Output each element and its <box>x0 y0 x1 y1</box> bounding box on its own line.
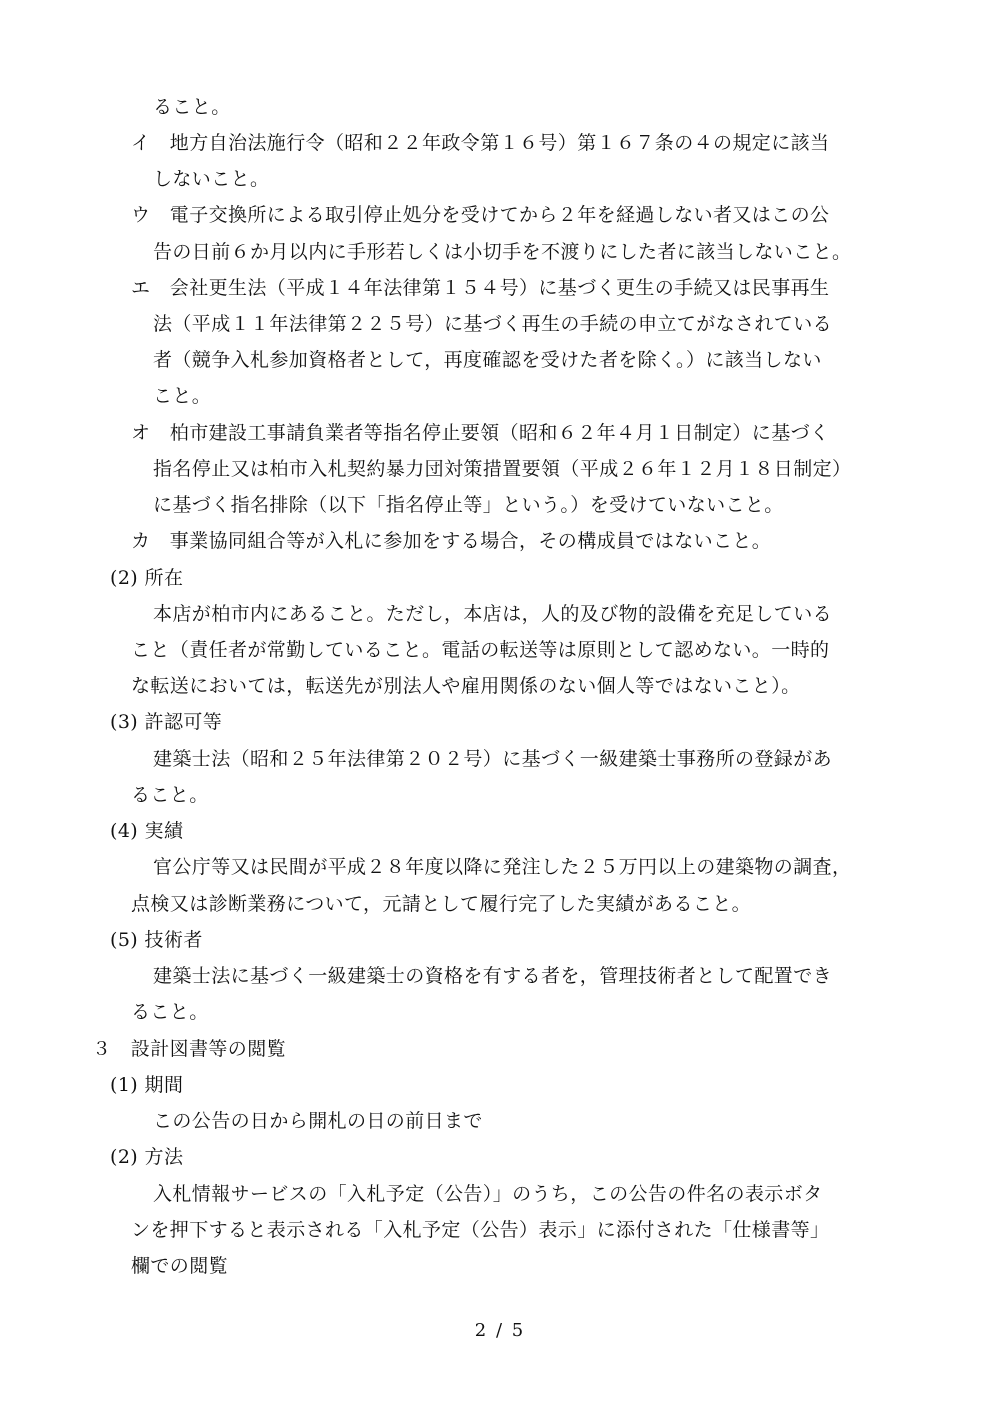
section-heading: (1) 期間 <box>110 1074 184 1096</box>
text-line: イ 地方自治法施行令（昭和２２年政令第１６号）第１６７条の４の規定に該当 <box>131 132 830 154</box>
text-line: 建築士法（昭和２５年法律第２０２号）に基づく一級建築士事務所の登録があ <box>153 748 833 770</box>
text-line: 者（競争入札参加資格者として，再度確認を受けた者を除く。）に該当しない <box>153 349 822 371</box>
text-line: エ 会社更生法（平成１４年法律第１５４号）に基づく更生の手続又は民事再生 <box>131 277 830 299</box>
chapter-heading: ３ 設計図書等の閲覧 <box>92 1038 287 1060</box>
text-line: な転送においては，転送先が別法人や雇用関係のない個人等ではないこと）。 <box>131 675 801 697</box>
section-heading: (5) 技術者 <box>110 929 203 951</box>
text-line: ること。 <box>131 784 209 806</box>
text-line: 指名停止又は柏市入札契約暴力団対策措置要領（平成２６年１２月１８日制定） <box>153 458 852 480</box>
text-line: 建築士法に基づく一級建築士の資格を有する者を，管理技術者として配置でき <box>153 965 833 987</box>
text-line: ウ 電子交換所による取引停止処分を受けてから２年を経過しない者又はこの公 <box>131 204 830 226</box>
text-line: 入札情報サービスの「入札予定（公告）」のうち，この公告の件名の表示ボタ <box>153 1183 823 1205</box>
text-line: 官公庁等又は民間が平成２８年度以降に発注した２５万円以上の建築物の調査， <box>153 856 852 878</box>
text-line: 欄での閲覧 <box>131 1255 229 1277</box>
text-line: こと（責任者が常勤していること。電話の転送等は原則として認めない。一時的 <box>131 639 830 661</box>
text-line: この公告の日から開札の日の前日まで <box>153 1110 483 1132</box>
text-line: 告の日前６か月以内に手形若しくは小切手を不渡りにした者に該当しないこと。 <box>153 241 852 263</box>
text-line: に基づく指名排除（以下「指名停止等」という。）を受けていないこと。 <box>153 494 784 516</box>
section-heading: (4) 実績 <box>110 820 184 842</box>
text-line: 点検又は診断業務について，元請として履行完了した実績があること。 <box>131 893 752 915</box>
text-line: オ 柏市建設工事請負業者等指名停止要領（昭和６２年４月１日制定）に基づく <box>131 422 830 444</box>
section-heading: (2) 方法 <box>110 1146 184 1168</box>
text-line: こと。 <box>153 385 212 407</box>
text-line: ること。 <box>131 1001 209 1023</box>
text-line: ること。 <box>153 96 231 118</box>
page-number: 2 / 5 <box>474 1320 526 1341</box>
text-line: カ 事業協同組合等が入札に参加をする場合，その構成員ではないこと。 <box>131 530 772 552</box>
text-line: しないこと。 <box>153 168 270 190</box>
text-line: 法（平成１１年法律第２２５号）に基づく再生の手続の申立てがなされている <box>153 313 833 335</box>
section-heading: (2) 所在 <box>110 567 184 589</box>
text-line: ンを押下すると表示される「入札予定（公告）表示」に添付された「仕様書等」 <box>131 1219 830 1241</box>
section-heading: (3) 許認可等 <box>110 711 223 733</box>
text-line: 本店が柏市内にあること。ただし，本店は，人的及び物的設備を充足している <box>153 603 833 625</box>
